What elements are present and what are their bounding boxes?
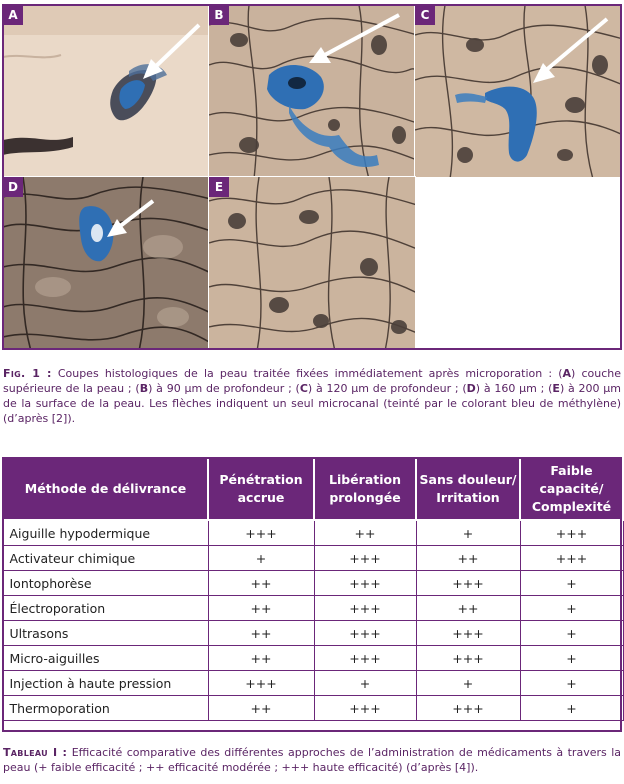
panel-e xyxy=(208,176,416,350)
caption-ref: B xyxy=(139,382,149,395)
panel-d xyxy=(2,176,210,350)
header-liberation: Libération prolongée xyxy=(314,458,416,520)
method-cell: Thermoporation xyxy=(3,696,208,721)
panel-label: E xyxy=(209,177,229,197)
method-cell: Injection à haute pression xyxy=(3,671,208,696)
method-cell: Ultrasons xyxy=(3,621,208,646)
panel-b xyxy=(208,4,416,178)
caption-text: ) couche supérieure de la peau ; ( xyxy=(3,367,621,395)
panel-a xyxy=(2,4,210,178)
rating-cell: +++ xyxy=(314,621,416,646)
table-caption-label: Tableau I : xyxy=(3,746,68,759)
rating-cell: +++ xyxy=(314,546,416,571)
caption-text: ) à 90 µm de profondeur ; ( xyxy=(148,382,300,395)
caption-text: Coupes histologiques de la peau traitée fixées immédiatement après microporation : ( xyxy=(57,367,563,380)
table-row xyxy=(3,696,623,721)
panel-c xyxy=(414,4,622,178)
header-penetration: Pénétration accrue xyxy=(208,458,314,520)
method-cell: Iontophorèse xyxy=(3,571,208,596)
rating-cell: + xyxy=(520,621,623,646)
table-row xyxy=(3,596,623,621)
rating-cell: ++ xyxy=(208,571,314,596)
caption-ref: A xyxy=(562,367,572,380)
rating-cell: +++ xyxy=(416,621,520,646)
caption-ref: C xyxy=(299,382,308,395)
panel-b-image xyxy=(209,5,416,178)
rating-cell: + xyxy=(520,596,623,621)
rating-cell: +++ xyxy=(416,571,520,596)
rating-cell: +++ xyxy=(314,596,416,621)
rating-cell: +++ xyxy=(520,520,623,546)
rating-cell: +++ xyxy=(314,646,416,671)
rating-cell: + xyxy=(520,696,623,721)
panel-c-image xyxy=(415,5,622,178)
caption-text: ) à 120 µm de profondeur ; ( xyxy=(307,382,467,395)
rating-cell: +++ xyxy=(314,571,416,596)
rating-cell: +++ xyxy=(208,671,314,696)
panel-label: D xyxy=(3,177,23,197)
rating-cell: ++ xyxy=(208,596,314,621)
panel-label: B xyxy=(209,5,229,25)
caption-text: ) à 200 µm de la surface de la peau. Les flèches indiquent un seul microcanal (teinté par le colorant bleu de méthylène) (d’après [2]). xyxy=(3,382,622,425)
rating-cell: + xyxy=(520,671,623,696)
table-row xyxy=(3,621,623,646)
panel-label: C xyxy=(415,5,435,25)
table-row xyxy=(3,571,623,596)
rating-cell: +++ xyxy=(520,546,623,571)
rating-cell: + xyxy=(520,646,623,671)
rating-cell: ++ xyxy=(208,621,314,646)
table-caption-text: Efficacité comparative des différentes approches de l’administration de médicaments à travers la peau (+ faible efficacité ; ++ efficacité modérée ; +++ haute efficacité) (d’après [4]). xyxy=(3,746,622,774)
panel-e-image xyxy=(209,177,416,350)
comparison-table xyxy=(2,457,624,721)
rating-cell: ++ xyxy=(416,546,520,571)
rating-cell: +++ xyxy=(314,696,416,721)
caption-ref: E xyxy=(552,382,560,395)
header-method: Méthode de délivrance xyxy=(3,458,208,520)
header-capacity: Faible capacité/ Complexité xyxy=(520,458,623,520)
method-cell: Micro-aiguilles xyxy=(3,646,208,671)
figure-caption xyxy=(3,366,621,426)
rating-cell: ++ xyxy=(314,520,416,546)
rating-cell: ++ xyxy=(208,696,314,721)
table-header-row xyxy=(3,458,623,520)
rating-cell: + xyxy=(416,520,520,546)
rating-cell: + xyxy=(416,671,520,696)
panel-a-image xyxy=(3,5,210,178)
method-cell: Aiguille hypodermique xyxy=(3,520,208,546)
table-caption xyxy=(3,745,621,775)
rating-cell: ++ xyxy=(416,596,520,621)
rating-cell: + xyxy=(208,546,314,571)
table-row xyxy=(3,546,623,571)
rating-cell: + xyxy=(520,571,623,596)
panel-d-image xyxy=(3,177,210,350)
histology-figure xyxy=(2,4,622,350)
figure-caption-label: Fig. 1 : xyxy=(3,367,52,380)
rating-cell: +++ xyxy=(208,520,314,546)
rating-cell: + xyxy=(314,671,416,696)
panel-label: A xyxy=(3,5,23,25)
table-row xyxy=(3,520,623,546)
caption-text: ) à 160 µm ; ( xyxy=(475,382,553,395)
method-cell: Activateur chimique xyxy=(3,546,208,571)
caption-ref: D xyxy=(466,382,476,395)
header-painless: Sans douleur/ Irritation xyxy=(416,458,520,520)
rating-cell: +++ xyxy=(416,646,520,671)
method-cell: Électroporation xyxy=(3,596,208,621)
rating-cell: +++ xyxy=(416,696,520,721)
table-row xyxy=(3,646,623,671)
rating-cell: ++ xyxy=(208,646,314,671)
table-row xyxy=(3,671,623,696)
